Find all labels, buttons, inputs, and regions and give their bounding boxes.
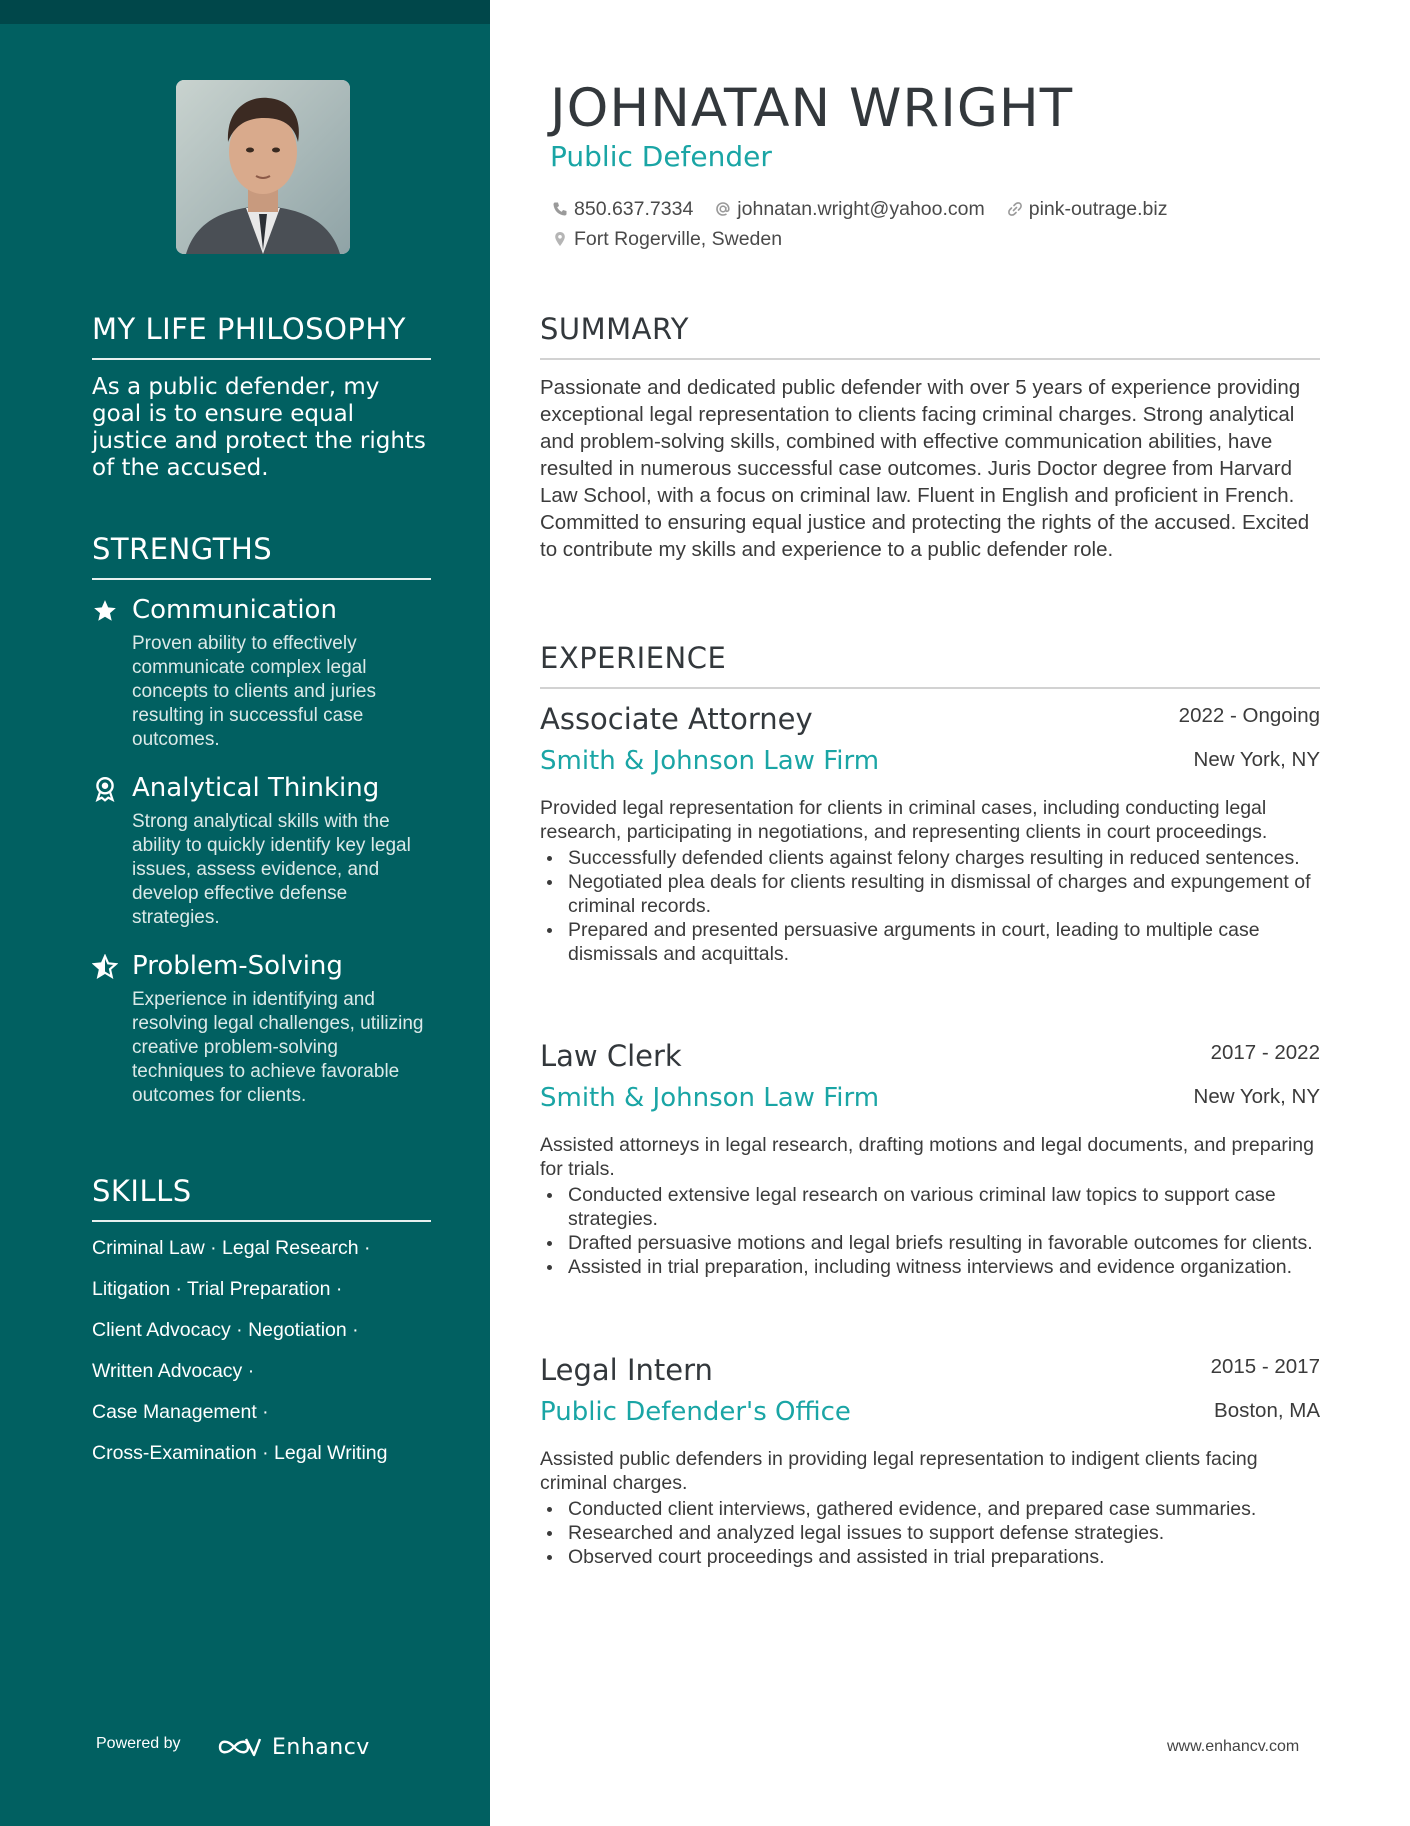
strength-title: Problem-Solving bbox=[132, 951, 343, 981]
enhancv-logo-icon bbox=[216, 1735, 262, 1759]
job-location: New York, NY bbox=[1193, 1085, 1320, 1108]
job-bullet: Observed court proceedings and assisted in trial preparations. bbox=[540, 1545, 1320, 1569]
job-title: Law Clerk bbox=[540, 1039, 682, 1073]
job-title-row bbox=[540, 1353, 1320, 1397]
philosophy-section bbox=[92, 312, 431, 482]
job-bullet: Researched and analyzed legal issues to support defense strategies. bbox=[540, 1521, 1320, 1545]
job-bullet: Conducted client interviews, gathered evidence, and prepared case summaries. bbox=[540, 1497, 1320, 1521]
job-bullets bbox=[540, 1497, 1320, 1569]
location-pin-icon bbox=[552, 231, 568, 247]
enhancv-wordmark: Enhancv bbox=[272, 1734, 370, 1760]
skills-line: Client Advocacy · Negotiation · bbox=[92, 1319, 359, 1341]
job-company: Public Defender's Office bbox=[540, 1397, 851, 1427]
contact-info bbox=[552, 194, 1312, 254]
sidebar-top-bar bbox=[0, 0, 490, 24]
job-title-row bbox=[540, 1039, 1320, 1083]
philosophy-heading: MY LIFE PHILOSOPHY bbox=[92, 312, 431, 360]
main-content bbox=[540, 0, 1320, 1826]
skills-line: Cross-Examination · Legal Writing bbox=[92, 1442, 388, 1464]
experience-heading: EXPERIENCE bbox=[540, 641, 1320, 689]
contact-website[interactable] bbox=[1007, 198, 1168, 221]
email-text: johnatan.wright@yahoo.com bbox=[737, 197, 985, 220]
website-text: pink-outrage.biz bbox=[1028, 197, 1168, 220]
job-bullets bbox=[540, 846, 1320, 966]
link-icon bbox=[1007, 201, 1023, 217]
powered-by-label: Powered by bbox=[96, 1735, 181, 1752]
contact-location bbox=[552, 228, 782, 251]
job-dates: 2022 - Ongoing bbox=[1178, 704, 1320, 727]
contact-row bbox=[552, 194, 1312, 224]
job-dates: 2015 - 2017 bbox=[1210, 1355, 1320, 1378]
strength-description: Proven ability to effectively communicate complex legal concepts to clients and juries resulting in successful case outcomes. bbox=[132, 633, 376, 750]
job-company-row bbox=[540, 1397, 1320, 1441]
strength-item bbox=[92, 594, 431, 752]
summary-heading: SUMMARY bbox=[540, 312, 1320, 360]
job-bullet: Successfully defended clients against felony charges resulting in reduced sentences. bbox=[540, 846, 1320, 870]
contact-email[interactable] bbox=[715, 198, 984, 221]
strength-item bbox=[92, 772, 431, 930]
job-description: Provided legal representation for clients in criminal cases, including conducting legal research, participating in negotiations, and representing clients in court proceedings. bbox=[540, 797, 1268, 843]
job-bullet: Assisted in trial preparation, including witness interviews and evidence organization. bbox=[540, 1255, 1320, 1279]
phone-text: 850.637.7334 bbox=[574, 197, 694, 220]
strength-description: Strong analytical skills with the ability to quickly identify key legal issues, assess evidence, and develop effective defense strategies. bbox=[132, 811, 411, 928]
at-icon bbox=[715, 201, 731, 217]
job-title: Associate Attorney bbox=[540, 702, 813, 736]
job-dates: 2017 - 2022 bbox=[1210, 1041, 1320, 1064]
skills-line: Criminal Law · Legal Research · bbox=[92, 1237, 371, 1259]
job-bullet: Negotiated plea deals for clients resulting in dismissal of charges and expungement of criminal records. bbox=[540, 870, 1320, 918]
philosophy-text: As a public defender, my goal is to ensure equal justice and protect the rights of the accused. bbox=[92, 374, 426, 481]
phone-icon bbox=[552, 201, 568, 217]
contact-row bbox=[552, 224, 1312, 254]
job-title: Legal Intern bbox=[540, 1353, 713, 1387]
job-bullets bbox=[540, 1183, 1320, 1279]
job-bullet: Prepared and presented persuasive arguments in court, leading to multiple case dismissals and acquittals. bbox=[540, 918, 1320, 966]
half-star-icon bbox=[92, 954, 118, 980]
profile-photo bbox=[176, 80, 350, 254]
candidate-role: Public Defender bbox=[550, 140, 772, 173]
job-description: Assisted attorneys in legal research, drafting motions and legal documents, and preparing for trials. bbox=[540, 1134, 1314, 1180]
job-description: Assisted public defenders in providing legal representation to indigent clients facing criminal charges. bbox=[540, 1448, 1258, 1494]
summary-text: Passionate and dedicated public defender with over 5 years of experience providing exceptional legal representation to clients facing criminal charges. Strong analytical and problem-solving skills, combined with effective communication abilities, have resulted in numerous successful case outcomes. Juris Doctor degree from Harvard Law School, with a focus on criminal law. Fluent in English and proficient in French. Committed to ensuring equal justice and protecting the rights of the accused. Excited to contribute my skills and experience to a public defender role. bbox=[540, 376, 1310, 561]
job-company: Smith & Johnson Law Firm bbox=[540, 1083, 880, 1113]
location-text: Fort Rogerville, Sweden bbox=[574, 227, 783, 250]
job-company-row bbox=[540, 1083, 1320, 1127]
strengths-heading: STRENGTHS bbox=[92, 532, 431, 580]
strength-title: Communication bbox=[132, 595, 337, 625]
experience-entry bbox=[540, 1039, 1320, 1279]
job-bullet: Drafted persuasive motions and legal briefs resulting in favorable outcomes for clients. bbox=[540, 1231, 1320, 1255]
profile-photo-image bbox=[176, 80, 350, 254]
strength-title: Analytical Thinking bbox=[132, 773, 380, 803]
skills-line: Litigation · Trial Preparation · bbox=[92, 1278, 343, 1300]
skills-list bbox=[92, 1236, 431, 1465]
job-title-row bbox=[540, 702, 1320, 746]
star-icon bbox=[92, 598, 118, 624]
job-bullet: Conducted extensive legal research on various criminal law topics to support case strategies. bbox=[540, 1183, 1320, 1231]
strength-description: Experience in identifying and resolving legal challenges, utilizing creative problem-solving techniques to achieve favorable outcomes for clients. bbox=[132, 989, 424, 1106]
footer-website-link[interactable]: www.enhancv.com bbox=[1167, 1738, 1300, 1755]
strengths-section bbox=[92, 532, 431, 1108]
skills-line: Case Management · bbox=[92, 1401, 269, 1423]
enhancv-logo[interactable] bbox=[216, 1733, 370, 1761]
skills-section bbox=[92, 1174, 431, 1482]
skills-line: Written Advocacy · bbox=[92, 1360, 255, 1382]
job-location: Boston, MA bbox=[1214, 1399, 1320, 1422]
sidebar bbox=[0, 0, 490, 1826]
strength-item bbox=[92, 950, 431, 1108]
experience-entry bbox=[540, 702, 1320, 966]
experience-entry bbox=[540, 1353, 1320, 1569]
job-location: New York, NY bbox=[1193, 748, 1320, 771]
job-company-row bbox=[540, 746, 1320, 790]
job-company: Smith & Johnson Law Firm bbox=[540, 746, 880, 776]
award-icon bbox=[92, 776, 118, 802]
candidate-name: JOHNATAN WRIGHT bbox=[550, 78, 1074, 139]
skills-heading: SKILLS bbox=[92, 1174, 431, 1222]
contact-phone[interactable] bbox=[552, 198, 693, 221]
